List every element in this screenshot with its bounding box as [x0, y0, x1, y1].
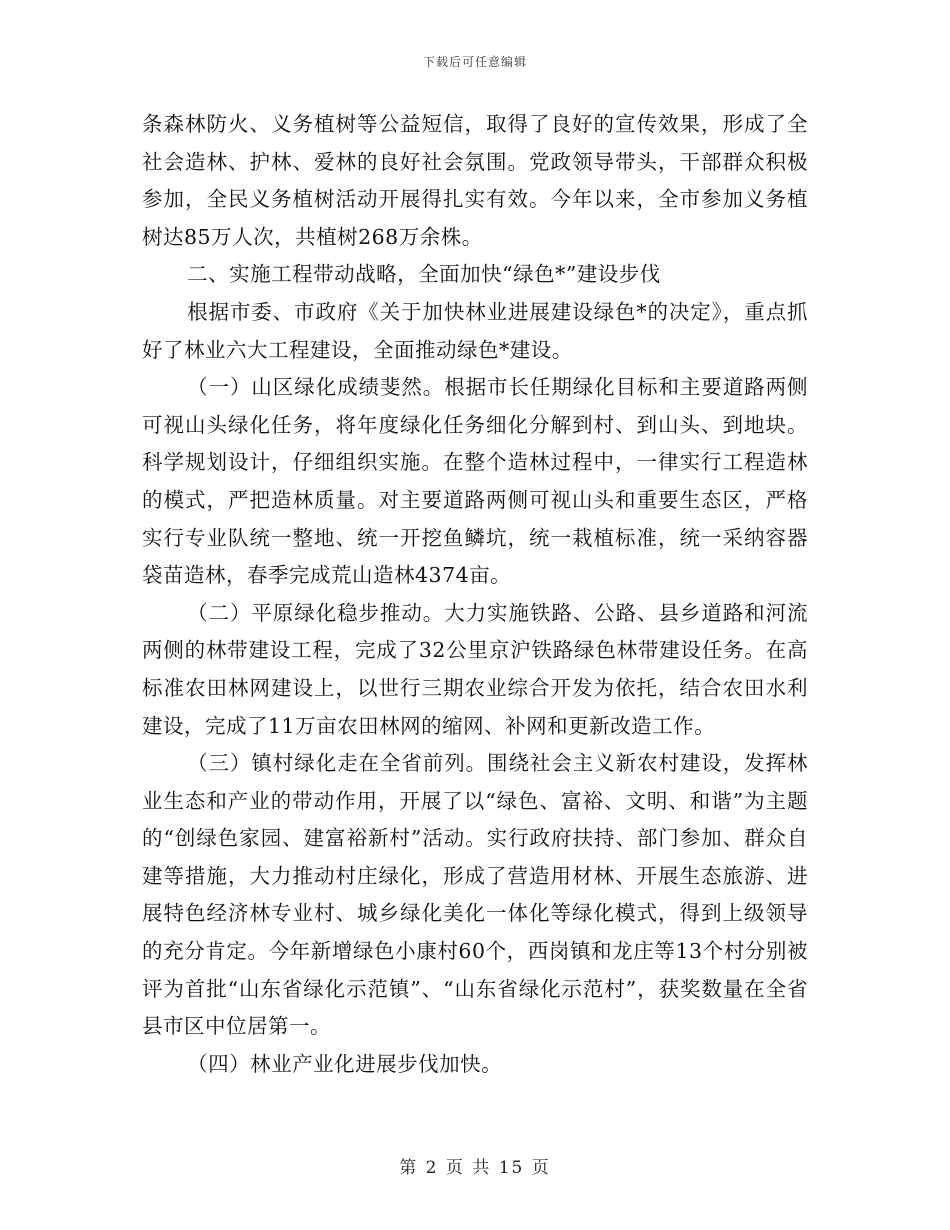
- paragraph-plain-greening: （二）平原绿化稳步推动。大力实施铁路、公路、县乡道路和河流两侧的林带建设工程，完成了32公里京沪铁路绿色林带建设任务。在高标准农田林网建设上，以世行三期农业综合开发为依托，结合农田水利建设，完成了11万亩农田林网的缩网、补网和更新改造工作。: [142, 600, 808, 738]
- paragraph-forestry-industry: （四）林业产业化进展步伐加快。: [187, 1051, 503, 1076]
- document-body: [142, 106, 808, 1083]
- page-header-note: 下载后可任意编辑: [422, 55, 527, 69]
- paragraph-village-greening: （三）镇村绿化走在全省前列。围绕社会主义新农村建设，发挥林业生态和产业的带动作用，开展了以“绿色、富裕、文明、和谐”为主题的“创绿色家园、建富裕新村”活动。实行政府扶持、部门参加、群众自建等措施，大力推动村庄绿化，形成了营造用材林、开展生态旅游、进展特色经济林专业村、城乡绿化美化一体化等绿化模式，得到上级领导的充分肯定。今年新增绿色小康村60个，西岗镇和龙庄等13个村分别被评为首批“山东省绿化示范镇”、“山东省绿化示范村”，获奖数量在全省县市区中位居第一。: [142, 751, 808, 1039]
- paragraph-mountain-greening: （一）山区绿化成绩斐然。根据市长任期绿化目标和主要道路两侧可视山头绿化任务，将年度绿化任务细化分解到村、到山头、到地块。科学规划设计，仔细组织实施。在整个造林过程中，一律实行工程造林的模式，严把造林质量。对主要道路两侧可视山头和重要生态区，严格实行专业队统一整地、统一开挖鱼鳞坑，统一栽植标准，统一采纳容器袋苗造林，春季完成荒山造林4374亩。: [142, 375, 808, 588]
- paragraph-continuation: 条森林防火、义务植树等公益短信，取得了良好的宣传效果，形成了全社会造林、护林、爱林的良好社会氛围。党政领导带头，干部群众积极参加，全民义务植树活动开展得扎实有效。今年以来，全市参加义务植树达85万人次，共植树268万余株。: [142, 112, 808, 249]
- section-heading: 二、实施工程带动战略，全面加快“绿色*”建设步伐: [187, 262, 661, 287]
- paragraph-intro: 根据市委、市政府《关于加快林业进展建设绿色*的决定》，重点抓好了林业六大工程建设，全面推动绿色*建设。: [142, 299, 808, 362]
- page-number: 第 2 页 共 15 页: [399, 1158, 551, 1178]
